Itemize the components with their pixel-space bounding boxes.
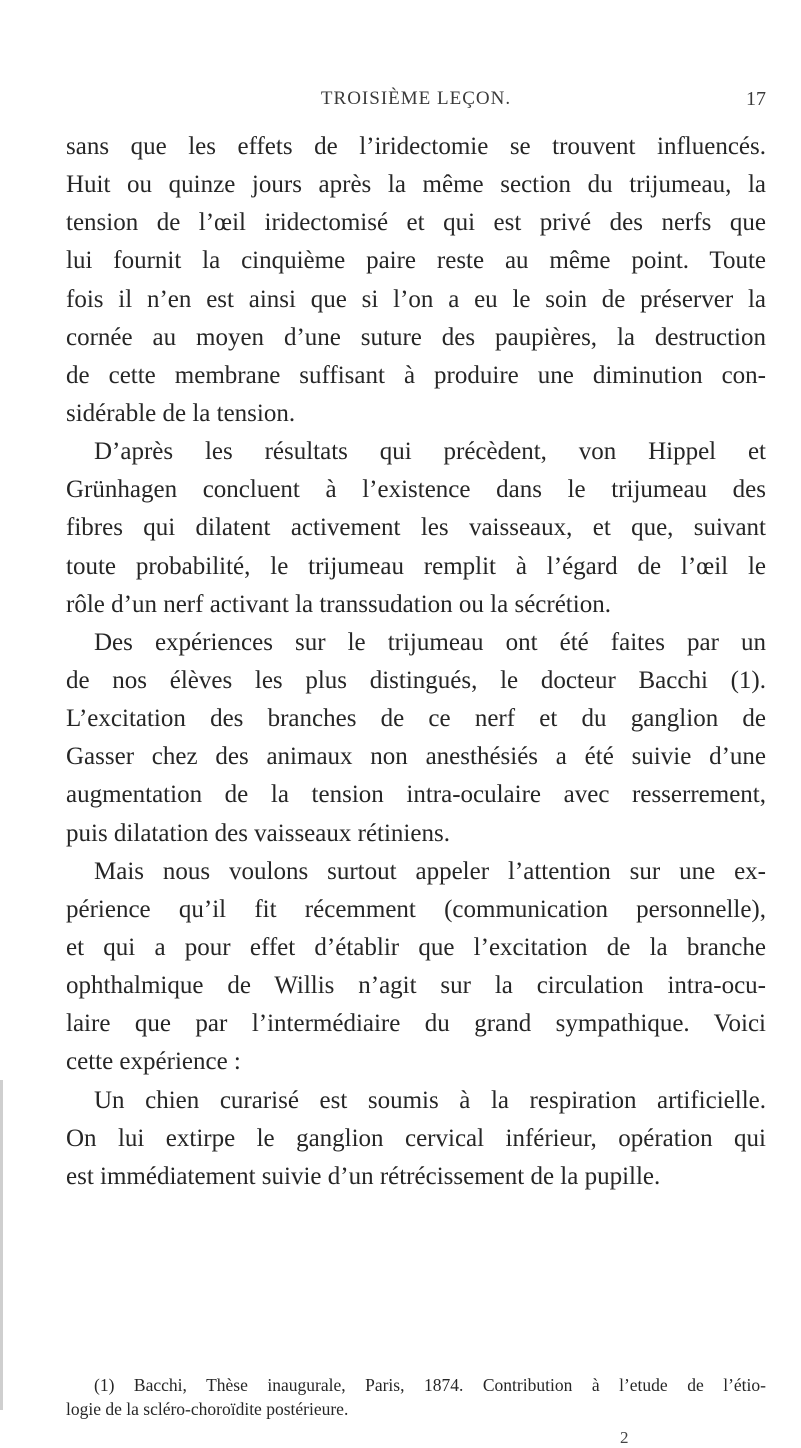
text-line: Huit ou quinze jours après la même section du trijumeau, la [66,171,766,199]
text-line: sidérable de la tension. [66,399,296,427]
text-line: de nos élèves les plus distingués, le docteur Bacchi (1). [66,666,766,694]
text-line: fibres qui dilatent activement les vaisseaux, et que, suivant [66,514,766,542]
text-line: puis dilatation des vaisseaux rétiniens. [66,819,450,847]
text-line: lui fournit la cinquième paire reste au même point. Toute [66,247,766,275]
text-line: ophthalmique de Willis n’agit sur la circulation intra-ocu- [66,972,766,1000]
text-line: Mais nous voulons surtout appeler l’attention sur une ex- [94,857,766,885]
text-line: sans que les effets de l’iridectomie se trouvent influencés. [66,133,766,160]
text-line: toute probabilité, le trijumeau remplit à l’égard de l’œil le [66,552,766,580]
footnote-line: logie de la scléro-choroïdite postérieure. [66,1399,349,1419]
text-line: tension de l’œil iridectomisé et qui est privé des nerfs que [66,209,766,237]
footnote-line: (1) Bacchi, Thèse inaugurale, Paris, 1874. Contribution à l’etude de l’étio- [94,1375,766,1395]
text-line: cette expérience : [66,1048,241,1076]
text-line: Gasser chez des animaux non anesthésiés a été suivie d’une [66,743,766,771]
text-line: rôle d’un nerf activant la transsudation ou la sécrétion. [66,590,611,618]
body-text [66,128,766,1196]
page-edge-shadow [0,1080,3,1410]
text-line: de cette membrane suffisant à produire une diminution con- [66,361,766,389]
text-line: cornée au moyen d’une suture des paupières, la destruction [66,323,766,351]
text-line: On lui extirpe le ganglion cervical inférieur, opération qui [66,1124,766,1152]
signature-mark: 2 [620,1428,629,1447]
page-number: 17 [746,88,766,110]
running-head: TROISIÈME LEÇON. [320,88,512,109]
text-line: laire que par l’intermédiaire du grand sympathique. Voici [66,1010,766,1038]
footnote [66,1373,766,1421]
text-line: D’après les résultats qui précèdent, von Hippel et [94,438,766,466]
text-line: Grünhagen concluent à l’existence dans le trijumeau des [66,476,766,504]
text-line: L’excitation des branches de ce nerf et du ganglion de [66,705,766,733]
page-header [66,88,766,118]
text-line: périence qu’il fit récemment (communication personnelle), [66,895,766,923]
text-line: fois il n’en est ainsi que si l’on a eu le soin de préserver la [66,285,766,313]
text-line: et qui a pour effet d’établir que l’excitation de la branche [66,933,766,961]
text-line: augmentation de la tension intra-oculaire avec resserrement, [66,781,766,809]
text-line: est immédiatement suivie d’un rétrécissement de la pupille. [66,1162,661,1190]
text-line: Un chien curarisé est soumis à la respiration artificielle. [94,1086,766,1114]
text-line: Des expériences sur le trijumeau ont été faites par un [94,628,766,656]
